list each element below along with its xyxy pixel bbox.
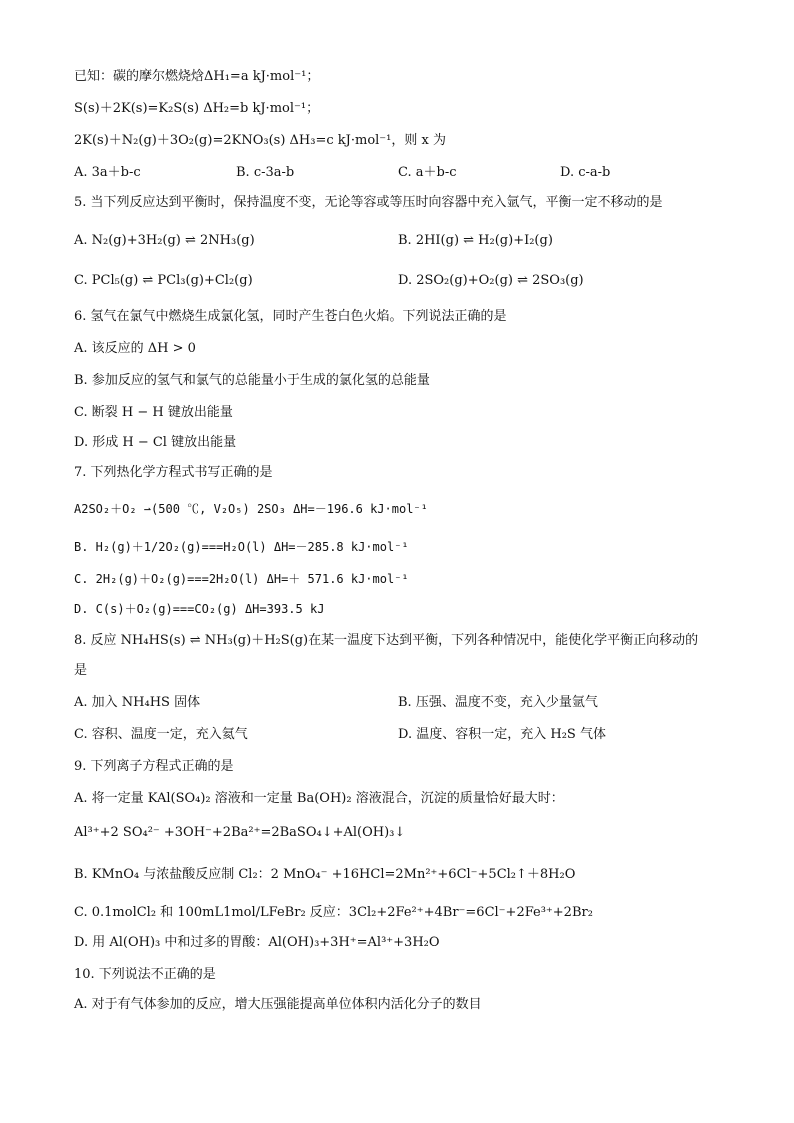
option-d: D. c-a-b: [560, 165, 611, 180]
q8-option-a: A. 加入 NH₄HS 固体: [74, 695, 201, 710]
q7-option-c: C. 2H₂(g)＋O₂(g)===2H₂O(l) ΔH=＋ 571.6 kJ·mol⁻¹: [74, 572, 409, 586]
q6-option-a: A. 该反应的 ΔH > 0: [74, 341, 196, 356]
q8-stem: 8. 反应 NH₄HS(s) ⇌ NH₃(g)＋H₂S(g)在某一温度下达到平衡，下列各种情况中，能使化学平衡正向移动的: [74, 633, 699, 648]
q9-stem: 9. 下列离子方程式正确的是: [74, 759, 234, 774]
option-b: B. c-3a-b: [236, 165, 295, 180]
q10-stem: 10. 下列说法不正确的是: [74, 967, 216, 982]
option-a: A. 3a＋b-c: [74, 165, 141, 180]
q9-option-a-eq: Al³⁺+2 SO₄²⁻ +3OH⁻+2Ba²⁺=2BaSO₄↓+Al(OH)₃↓: [74, 825, 406, 840]
q10-option-a: A. 对于有气体参加的反应，增大压强能提高单位体积内活化分子的数目: [74, 997, 482, 1012]
q8-stem-cont: 是: [74, 663, 88, 678]
q9-option-d: D. 用 Al(OH)₃ 中和过多的胃酸：Al(OH)₃+3H⁺=Al³⁺+3H₂O: [74, 935, 440, 950]
q9-option-a-text: A. 将一定量 KAl(SO₄)₂ 溶液和一定量 Ba(OH)₂ 溶液混合，沉淀的质量恰好最大时：: [74, 791, 564, 806]
q5-option-a: A. N₂(g)+3H₂(g) ⇌ 2NH₃(g): [74, 233, 255, 248]
q8-option-c: C. 容积、温度一定，充入氦气: [74, 727, 248, 742]
known-intro: 已知：碳的摩尔燃烧焓ΔH₁=a kJ·mol⁻¹；: [74, 69, 320, 84]
option-c: C. a＋b-c: [398, 165, 457, 180]
q6-option-c: C. 断裂 H − H 键放出能量: [74, 405, 233, 420]
q7-stem: 7. 下列热化学方程式书写正确的是: [74, 465, 273, 480]
q9-option-c: C. 0.1molCl₂ 和 100mL1mol/LFeBr₂ 反应：3Cl₂+2Fe²⁺+4Br⁻=6Cl⁻+2Fe³⁺+2Br₂: [74, 905, 593, 920]
q7-option-a: A2SO₂＋O₂ ⇀(500 ℃, V₂O₅) 2SO₃ ΔH=－196.6 kJ·mol⁻¹: [74, 502, 428, 516]
q5-option-c: C. PCl₅(g) ⇌ PCl₃(g)+Cl₂(g): [74, 273, 253, 288]
q8-option-b: B. 压强、温度不变，充入少量氩气: [398, 695, 598, 710]
q9-option-b: B. KMnO₄ 与浓盐酸反应制 Cl₂：2 MnO₄⁻ +16HCl=2Mn²⁺+6Cl⁻+5Cl₂↑＋8H₂O: [74, 867, 576, 882]
q5-option-b: B. 2HI(g) ⇌ H₂(g)+I₂(g): [398, 233, 553, 248]
q8-option-d: D. 温度、容积一定，充入 H₂S 气体: [398, 727, 606, 742]
known-eq2: S(s)＋2K(s)=K₂S(s) ΔH₂=b kJ·mol⁻¹；: [74, 101, 320, 116]
q6-option-d: D. 形成 H − Cl 键放出能量: [74, 435, 237, 450]
q5-stem: 5. 当下列反应达到平衡时，保持温度不变，无论等容或等压时向容器中充入氩气，平衡一定不移动的是: [74, 195, 663, 210]
q6-stem: 6. 氢气在氯气中燃烧生成氯化氢，同时产生苍白色火焰。下列说法正确的是: [74, 309, 507, 324]
q6-option-b: B. 参加反应的氢气和氯气的总能量小于生成的氯化氢的总能量: [74, 373, 430, 388]
q7-option-d: D. C(s)＋O₂(g)===CO₂(g) ΔH=393.5 kJ: [74, 602, 325, 616]
known-eq3: 2K(s)＋N₂(g)＋3O₂(g)=2KNO₃(s) ΔH₃=c kJ·mol⁻¹，则 x 为: [74, 133, 446, 148]
q5-option-d: D. 2SO₂(g)+O₂(g) ⇌ 2SO₃(g): [398, 273, 584, 288]
q7-option-b: B. H₂(g)＋1/2O₂(g)===H₂O(l) ΔH=－285.8 kJ·mol⁻¹: [74, 540, 409, 554]
